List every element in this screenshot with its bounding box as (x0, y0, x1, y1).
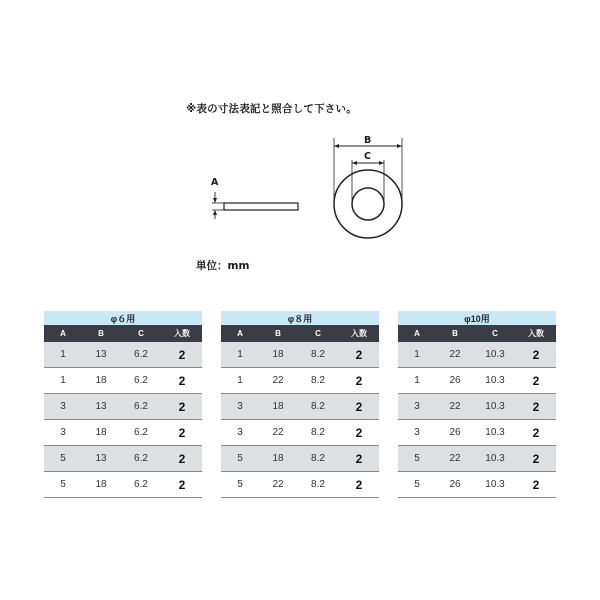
table-row (398, 342, 556, 368)
column-header-c: C (297, 325, 339, 342)
cell-a: 5 (398, 446, 436, 472)
table-row (221, 368, 379, 394)
cell-quantity: 2 (162, 420, 202, 446)
cell-quantity: 2 (516, 420, 556, 446)
cell-b: 26 (436, 368, 474, 394)
spec-table-phi10 (398, 311, 556, 498)
table-row (221, 446, 379, 472)
column-header-b: B (82, 325, 120, 342)
table-row (398, 446, 556, 472)
cell-c: 8.2 (297, 420, 339, 446)
cell-a: 1 (221, 342, 259, 368)
table-row (221, 420, 379, 446)
table-row (398, 472, 556, 498)
cell-b: 22 (436, 446, 474, 472)
cell-quantity: 2 (339, 368, 379, 394)
cell-b: 18 (82, 368, 120, 394)
table-row (221, 472, 379, 498)
cell-b: 18 (259, 342, 297, 368)
side-view (212, 192, 298, 219)
cell-b: 13 (82, 446, 120, 472)
cell-quantity: 2 (162, 446, 202, 472)
dimension-b-label: B (364, 135, 372, 146)
table-row (44, 394, 202, 420)
column-header-quantity: 入数 (162, 325, 202, 342)
column-header-a: A (398, 325, 436, 342)
cell-a: 1 (44, 342, 82, 368)
cell-c: 10.3 (474, 394, 516, 420)
cell-quantity: 2 (516, 446, 556, 472)
cell-a: 1 (398, 342, 436, 368)
column-header-b: B (436, 325, 474, 342)
table-row (44, 446, 202, 472)
cell-b: 26 (436, 472, 474, 498)
table-row (221, 394, 379, 420)
cell-quantity: 2 (516, 472, 556, 498)
cell-a: 3 (44, 394, 82, 420)
cell-c: 10.3 (474, 472, 516, 498)
table-title: φ６用 (44, 311, 202, 325)
cell-c: 8.2 (297, 342, 339, 368)
cell-a: 1 (398, 368, 436, 394)
note-text: ※表の寸法表記と照合して下さい。 (186, 103, 357, 115)
cell-a: 3 (398, 394, 436, 420)
cell-a: 1 (44, 368, 82, 394)
column-header-b: B (259, 325, 297, 342)
cell-c: 6.2 (120, 394, 162, 420)
cell-a: 3 (398, 420, 436, 446)
cell-quantity: 2 (516, 342, 556, 368)
cell-quantity: 2 (162, 368, 202, 394)
cell-a: 3 (44, 420, 82, 446)
table-row (221, 342, 379, 368)
cell-b: 13 (82, 394, 120, 420)
table-row (398, 394, 556, 420)
cell-c: 8.2 (297, 446, 339, 472)
table-row (44, 342, 202, 368)
cell-quantity: 2 (516, 368, 556, 394)
cell-quantity: 2 (339, 394, 379, 420)
cell-c: 10.3 (474, 342, 516, 368)
cell-b: 13 (82, 342, 120, 368)
cell-quantity: 2 (516, 394, 556, 420)
column-header-quantity: 入数 (339, 325, 379, 342)
cell-a: 5 (44, 472, 82, 498)
cell-quantity: 2 (162, 394, 202, 420)
cell-a: 3 (221, 394, 259, 420)
cell-quantity: 2 (339, 446, 379, 472)
cell-b: 18 (259, 394, 297, 420)
cell-c: 6.2 (120, 446, 162, 472)
cell-a: 1 (221, 368, 259, 394)
table-title: φ10用 (398, 311, 556, 325)
cell-b: 22 (259, 420, 297, 446)
cell-c: 6.2 (120, 472, 162, 498)
dimension-c-label: C (364, 151, 371, 162)
cell-c: 6.2 (120, 342, 162, 368)
table-title: φ８用 (221, 311, 379, 325)
table-row (44, 420, 202, 446)
cell-b: 26 (436, 420, 474, 446)
table-row (44, 472, 202, 498)
cell-b: 22 (436, 394, 474, 420)
cell-c: 8.2 (297, 472, 339, 498)
cell-b: 18 (82, 420, 120, 446)
spec-table-phi8 (221, 311, 379, 498)
table-row (44, 368, 202, 394)
cell-b: 18 (82, 472, 120, 498)
cell-a: 5 (44, 446, 82, 472)
dimension-a-label: A (211, 177, 219, 188)
cell-c: 8.2 (297, 368, 339, 394)
cell-a: 5 (221, 446, 259, 472)
cell-quantity: 2 (339, 472, 379, 498)
cell-quantity: 2 (339, 420, 379, 446)
cell-b: 22 (259, 368, 297, 394)
cell-c: 10.3 (474, 420, 516, 446)
cell-b: 18 (259, 446, 297, 472)
column-header-a: A (44, 325, 82, 342)
cell-b: 22 (436, 342, 474, 368)
column-header-c: C (474, 325, 516, 342)
unit-label: 単位：mm (196, 260, 250, 272)
column-header-quantity: 入数 (516, 325, 556, 342)
cell-b: 22 (259, 472, 297, 498)
cell-c: 6.2 (120, 368, 162, 394)
table-row (398, 420, 556, 446)
column-header-a: A (221, 325, 259, 342)
column-header-c: C (120, 325, 162, 342)
cell-c: 10.3 (474, 446, 516, 472)
table-row (398, 368, 556, 394)
cell-a: 3 (221, 420, 259, 446)
cell-quantity: 2 (162, 472, 202, 498)
spec-table-phi6 (44, 311, 202, 498)
cell-c: 6.2 (120, 420, 162, 446)
cell-c: 10.3 (474, 368, 516, 394)
cell-quantity: 2 (162, 342, 202, 368)
cell-a: 5 (221, 472, 259, 498)
cell-a: 5 (398, 472, 436, 498)
cell-c: 8.2 (297, 394, 339, 420)
cell-quantity: 2 (339, 342, 379, 368)
